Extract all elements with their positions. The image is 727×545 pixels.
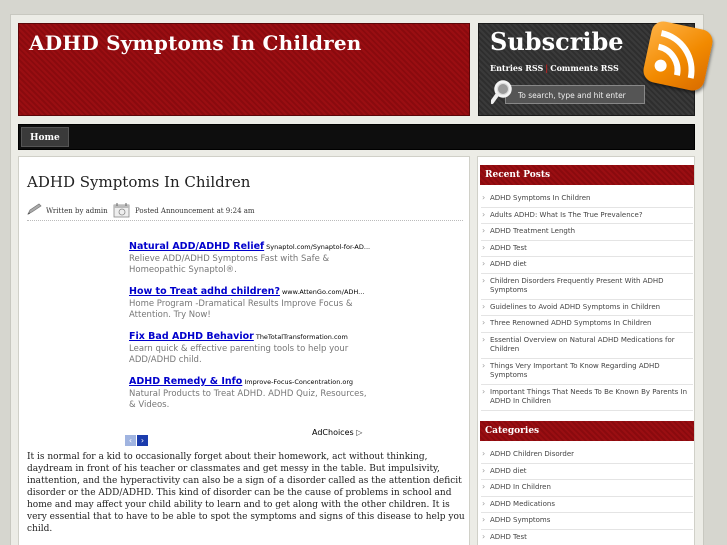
subscribe-panel bbox=[478, 23, 695, 116]
calendar-icon bbox=[112, 202, 132, 218]
post-date: Posted Announcement at 9:24 am bbox=[135, 207, 255, 215]
recent-post-link[interactable]: › ADHD diet bbox=[481, 257, 693, 274]
adchoices-link[interactable] bbox=[312, 428, 362, 437]
ad-pager bbox=[125, 428, 149, 447]
category-link[interactable]: › ADHD Children Disorder bbox=[481, 447, 693, 464]
recent-posts-title: Recent Posts bbox=[480, 165, 694, 185]
ad-title-link[interactable]: How to Treat adhd children? bbox=[129, 286, 280, 297]
search-input[interactable] bbox=[518, 88, 642, 102]
post-title[interactable]: ADHD Symptoms In Children bbox=[27, 173, 251, 191]
recent-post-link[interactable]: › Things Very Important To Know Regarding ADHD Symptoms bbox=[481, 359, 693, 385]
categories-title: Categories bbox=[480, 421, 694, 441]
category-link[interactable]: › ADHD Medications bbox=[481, 497, 693, 514]
ad-item[interactable] bbox=[129, 286, 369, 321]
rss-feed-icon[interactable] bbox=[641, 19, 715, 93]
post-meta bbox=[27, 203, 463, 221]
main-content bbox=[18, 156, 470, 545]
ad-item[interactable] bbox=[129, 331, 369, 366]
adchoices-icon: ▷ bbox=[356, 428, 363, 437]
site-title[interactable]: ADHD Symptoms In Children bbox=[29, 31, 362, 55]
recent-post-link[interactable]: › Important Things That Needs To Be Known By Parents In ADHD In Children bbox=[481, 385, 693, 411]
recent-post-link[interactable]: › Children Disorders Frequently Present With ADHD Symptoms bbox=[481, 274, 693, 300]
recent-post-link[interactable]: › Adults ADHD: What Is The True Prevalence? bbox=[481, 208, 693, 225]
recent-post-link[interactable]: › ADHD Test bbox=[481, 241, 693, 258]
ad-url[interactable]: TheTotalTransformation.com bbox=[255, 333, 348, 341]
subscribe-title: Subscribe bbox=[490, 27, 624, 56]
ad-block bbox=[129, 241, 369, 421]
search-icon[interactable] bbox=[491, 79, 517, 105]
ad-title-link[interactable]: Fix Bad ADHD Behavior bbox=[129, 331, 254, 342]
post-body: It is normal for a kid to occasionally forget about their homework, act without thinking, daydream in front of his teacher or classmates and get messy in the table. But impulsivity, inattention, and the hyperactivity can also be a sign of a disorder called as the attention deficit disorder or the ADD/ADHD. This kind of disorder can be the cause of problems in school and home and may affect your child ability to learn and to get along with the other children. It is very essential that to have to be able to spot the symptoms and signs of this disease to help you child. bbox=[27, 452, 465, 534]
recent-post-link[interactable]: › Guidelines to Avoid ADHD Symptoms in Children bbox=[481, 300, 693, 317]
site-header bbox=[18, 23, 470, 116]
ad-url[interactable]: www.AttenGo.com/ADH... bbox=[281, 288, 365, 296]
comments-rss-link[interactable]: Comments RSS bbox=[550, 63, 619, 73]
ad-description: Natural Products to Treat ADHD. ADHD Quiz, Resources, & Videos. bbox=[129, 389, 367, 410]
main-nav bbox=[18, 124, 695, 150]
recent-post-link[interactable]: › ADHD Symptoms In Children bbox=[481, 191, 693, 208]
nav-home-link[interactable]: Home bbox=[21, 127, 69, 147]
ad-description: Relieve ADD/ADHD Symptoms Fast with Safe & Homeopathic Synaptol®. bbox=[129, 254, 330, 275]
rss-links bbox=[490, 63, 619, 73]
recent-posts-list bbox=[481, 191, 693, 411]
search-box bbox=[505, 85, 645, 104]
pen-icon bbox=[27, 203, 43, 215]
category-link[interactable]: › ADHD diet bbox=[481, 464, 693, 481]
recent-post-link[interactable]: › Three Renowned ADHD Symptoms In Children bbox=[481, 316, 693, 333]
ad-title-link[interactable]: Natural ADD/ADHD Relief bbox=[129, 241, 265, 252]
ad-url[interactable]: Improve-Focus-Concentration.org bbox=[244, 378, 354, 386]
categories-list bbox=[481, 447, 693, 545]
ad-description: Home Program -Dramatical Results Improve Focus & Attention. Try Now! bbox=[129, 299, 353, 320]
post-author: Written by admin bbox=[46, 207, 108, 215]
sidebar bbox=[477, 156, 695, 545]
ad-title-link[interactable]: ADHD Remedy & Info bbox=[129, 376, 243, 387]
recent-post-link[interactable]: › Essential Overview on Natural ADHD Medications for Children bbox=[481, 333, 693, 359]
ad-prev-button[interactable]: ‹ bbox=[125, 435, 136, 446]
ad-url[interactable]: Synaptol.com/Synaptol-for-AD... bbox=[266, 243, 371, 251]
entries-rss-link[interactable]: Entries RSS bbox=[490, 63, 544, 73]
ad-item[interactable] bbox=[129, 376, 369, 411]
category-link[interactable]: › ADHD In Children bbox=[481, 480, 693, 497]
category-link[interactable]: › ADHD Test bbox=[481, 530, 693, 545]
recent-post-link[interactable]: › ADHD Treatment Length bbox=[481, 224, 693, 241]
ad-description: Learn quick & effective parenting tools to help your ADD/ADHD child. bbox=[129, 344, 349, 365]
category-link[interactable]: › ADHD Symptoms bbox=[481, 513, 693, 530]
rss-separator: | bbox=[545, 63, 549, 73]
adchoices-label: AdChoices bbox=[312, 428, 354, 437]
ad-next-button[interactable]: › bbox=[137, 435, 148, 446]
ad-item[interactable] bbox=[129, 241, 369, 276]
